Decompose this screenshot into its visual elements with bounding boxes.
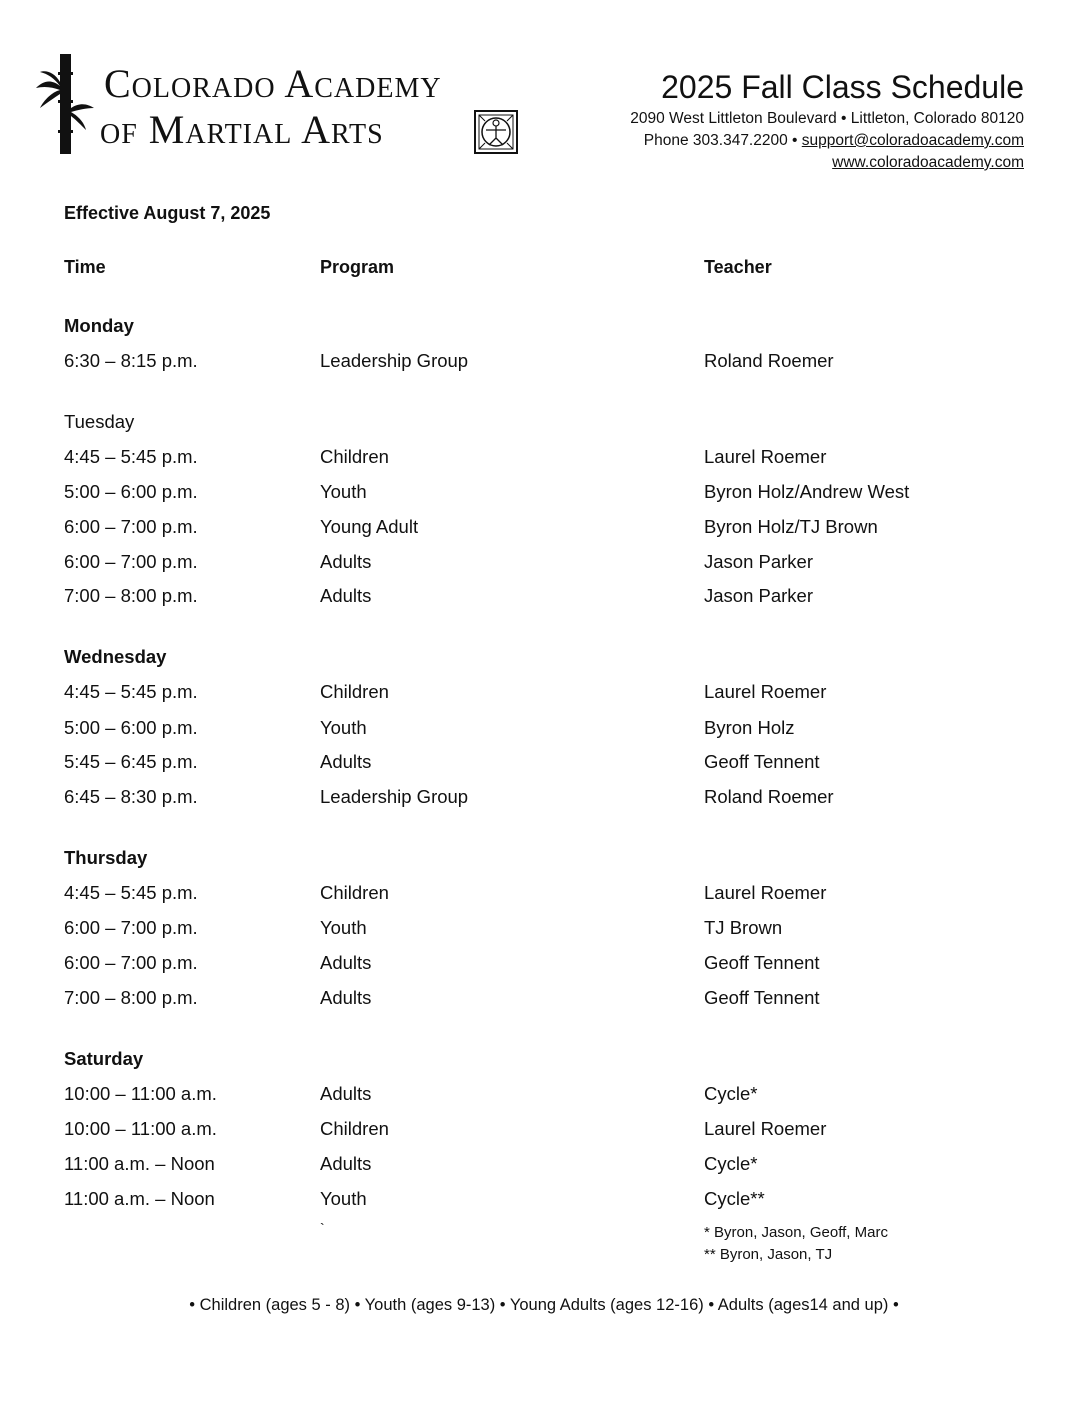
header-contact [630,66,1024,174]
row-teacher: Jason Parker [704,551,813,572]
row-time: 5:00 – 6:00 p.m. [64,717,198,738]
day-heading-wednesday: Wednesday [64,646,167,667]
column-header-teacher: Teacher [704,257,772,277]
day-heading-thursday: Thursday [64,847,148,868]
phone-email-line [630,130,1024,152]
row-program: Adults [320,751,372,772]
row-time: 5:45 – 6:45 p.m. [64,751,198,772]
day-heading-monday: Monday [64,315,134,336]
row-time: 10:00 – 11:00 a.m. [64,1083,217,1104]
row-program: Youth [320,1188,367,1209]
row-teacher: Geoff Tennent [704,751,820,772]
stray-mark: ` [320,1220,325,1236]
day-heading-tuesday: Tuesday [64,411,135,432]
row-program: Youth [320,917,367,938]
row-program: Children [320,446,389,467]
logo-text-line2: of Martial Arts [100,107,384,152]
row-time: 11:00 a.m. – Noon [64,1153,215,1174]
row-time: 10:00 – 11:00 a.m. [64,1118,217,1139]
row-program: Adults [320,585,372,606]
row-time: 6:45 – 8:30 p.m. [64,786,198,807]
page-title: 2025 Fall Class Schedule [661,69,1024,105]
emblem-icon [474,110,518,154]
row-teacher: Byron Holz/Andrew West [704,481,910,502]
row-program: Youth [320,717,367,738]
row-teacher: Byron Holz [704,717,795,738]
row-teacher: Laurel Roemer [704,1118,827,1139]
row-teacher: Jason Parker [704,585,813,606]
row-time: 6:30 – 8:15 p.m. [64,350,198,371]
row-program: Children [320,882,389,903]
row-teacher: Laurel Roemer [704,681,827,702]
row-teacher: Laurel Roemer [704,882,827,903]
row-program: Adults [320,987,372,1008]
row-time: 4:45 – 5:45 p.m. [64,681,198,702]
row-time: 6:00 – 7:00 p.m. [64,551,198,572]
column-header-program: Program [320,257,395,277]
row-time: 4:45 – 5:45 p.m. [64,882,198,903]
row-teacher: Laurel Roemer [704,446,827,467]
bamboo-icon [34,52,96,156]
row-program: Adults [320,952,372,973]
row-time: 5:00 – 6:00 p.m. [64,481,198,502]
age-group-legend: • Children (ages 5 - 8) • Youth (ages 9-13) • Young Adults (ages 12-16) • Adults (ages14 and up) • [189,1296,899,1314]
effective-date: Effective August 7, 2025 [64,203,271,223]
row-time: 6:00 – 7:00 p.m. [64,516,198,537]
address: 2090 West Littleton Boulevard • Littleton, Colorado 80120 [630,110,1024,127]
row-teacher: Cycle* [704,1083,758,1104]
row-teacher: Roland Roemer [704,350,834,371]
row-program: Young Adult [320,516,419,537]
phone: Phone 303.347.2200 • [643,132,802,149]
email-link[interactable]: support@coloradoacademy.com [801,132,1024,149]
row-teacher: Geoff Tennent [704,952,820,973]
row-program: Leadership Group [320,350,469,371]
logo-text-line1: Colorado Academy [104,61,442,106]
website-line [630,152,1024,174]
row-teacher: Cycle* [704,1153,758,1174]
row-program: Leadership Group [320,786,469,807]
row-teacher: Geoff Tennent [704,987,820,1008]
row-time: 4:45 – 5:45 p.m. [64,446,198,467]
row-time: 6:00 – 7:00 p.m. [64,917,198,938]
row-program: Children [320,681,389,702]
website-link[interactable]: www.coloradoacademy.com [832,154,1024,171]
column-header-time: Time [64,257,106,277]
row-program: Adults [320,551,372,572]
row-time: 6:00 – 7:00 p.m. [64,952,198,973]
row-program: Youth [320,481,367,502]
academy-logo [34,52,534,156]
footnote-single-asterisk: * Byron, Jason, Geoff, Marc [704,1224,888,1241]
row-teacher: Cycle** [704,1188,765,1209]
footnote-double-asterisk: ** Byron, Jason, TJ [704,1246,833,1263]
row-time: 7:00 – 8:00 p.m. [64,987,198,1008]
row-teacher: Byron Holz/TJ Brown [704,516,878,537]
row-program: Adults [320,1083,372,1104]
row-teacher: TJ Brown [704,917,783,938]
row-teacher: Roland Roemer [704,786,834,807]
row-time: 11:00 a.m. – Noon [64,1188,215,1209]
row-program: Adults [320,1153,372,1174]
row-program: Children [320,1118,389,1139]
row-time: 7:00 – 8:00 p.m. [64,585,198,606]
day-heading-saturday: Saturday [64,1048,144,1069]
